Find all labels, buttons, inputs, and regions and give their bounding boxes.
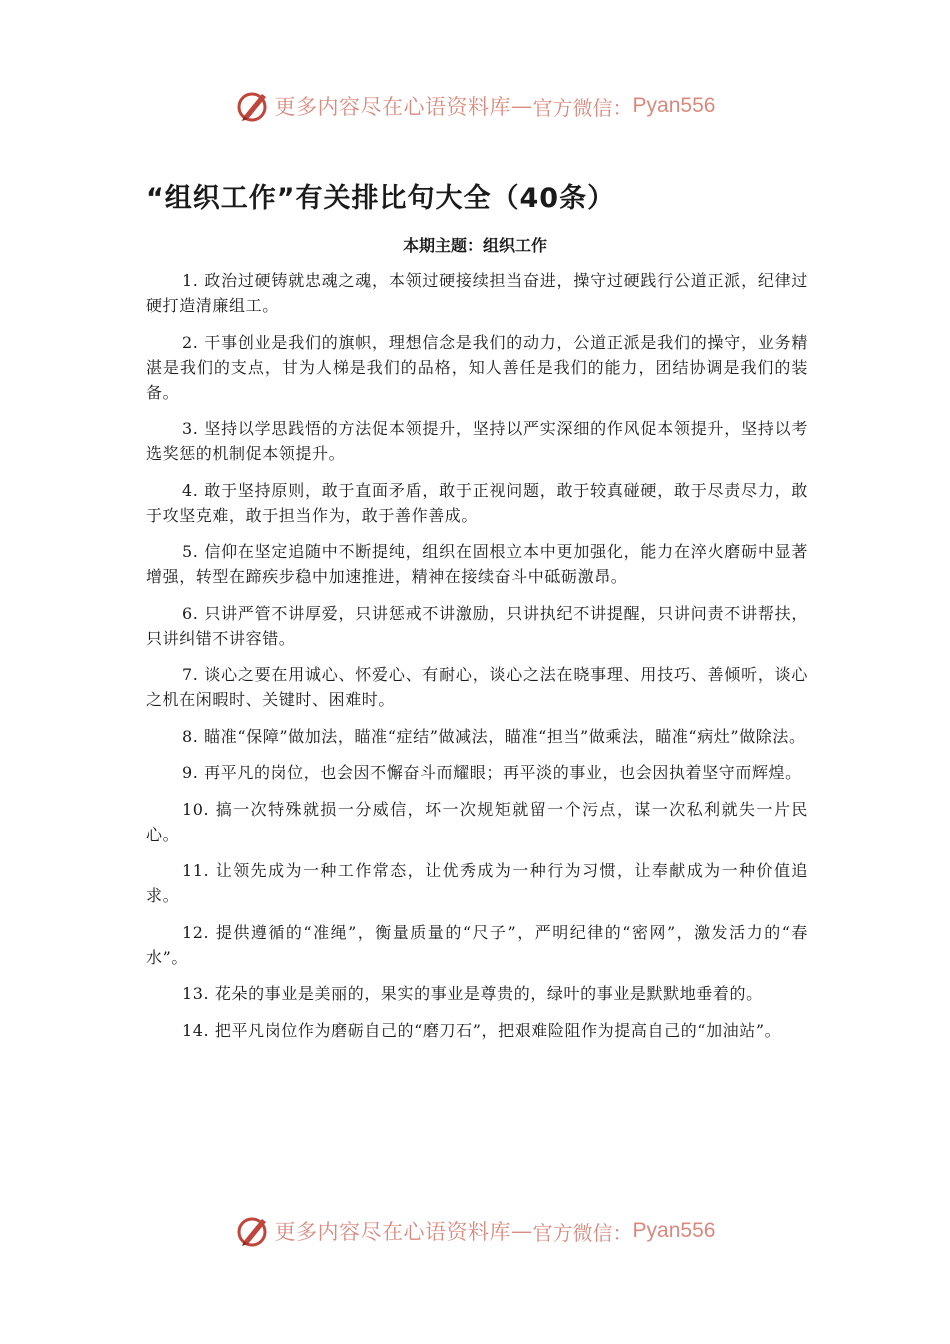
list-item: 10. 搞一次特殊就损一分威信，坏一次规矩就留一个污点，谋一次私利就失一片民心。 [146, 799, 808, 844]
pen-logo-icon [235, 1213, 271, 1249]
watermark-site-text: 更多内容尽在心语资料库 [274, 95, 512, 119]
list-item: 9. 再平凡的岗位，也会因不懈奋斗而耀眼；再平淡的事业，也会因执着坚守而辉煌。 [182, 763, 802, 782]
list-item: 4. 敢于坚持原则，敢于直面矛盾，敢于正视问题，敢于较真碰硬，敢于尽责尽力，敢于攻坚克难，敢于担当作为，敢于善作善成。 [146, 480, 808, 525]
pen-logo-icon [235, 88, 271, 124]
list-item: 6. 只讲严管不讲厚爱，只讲惩戒不讲激励，只讲执纪不讲提醒，只讲问责不讲帮扶，只讲纠错不讲容错。 [146, 603, 808, 648]
header-watermark [0, 86, 950, 126]
list-item: 3. 坚持以学思践悟的方法促本领提升，坚持以严实深细的作风促本领提升，坚持以考选奖惩的机制促本领提升。 [146, 419, 808, 463]
list-item: 8. 瞄准“保障”做加法，瞄准“症结”做减法，瞄准“担当”做乘法，瞄准“病灶”做除法。 [182, 726, 806, 746]
list-item: 2. 干事创业是我们的旗帜，理想信念是我们的动力，公道正派是我们的操守，业务精湛是我们的支点，甘为人梯是我们的品格，知人善任是我们的能力，团结协调是我们的装备。 [146, 332, 808, 402]
list-item: 11. 让领先成为一种工作常态，让优秀成为一种行为习惯，让奉献成为一种价值追求。 [146, 861, 808, 905]
watermark-wechat-label: 官方微信： [532, 1220, 633, 1245]
document-title: “组织工作”有关排比句大全（40条） [146, 183, 616, 214]
watermark-handle: Pyan556 [632, 1219, 716, 1242]
watermark-handle: Pyan556 [632, 94, 716, 117]
list-item: 14. 把平凡岗位作为磨砺自己的“磨刀石”，把艰难险阻作为提高自己的“加油站”。 [182, 1020, 782, 1040]
sentence-list [146, 268, 808, 1054]
watermark-dash: — [511, 94, 533, 118]
list-item: 5. 信仰在坚定追随中不断提纯，组织在固根立本中更加强化，能力在淬火磨砺中显著增强，转型在蹄疾步稳中加速推进，精神在接续奋斗中砥砺激昂。 [146, 542, 808, 586]
list-item: 1. 政治过硬铸就忠魂之魂，本领过硬接续担当奋进，操守过硬践行公道正派，纪律过硬打造清廉组工。 [146, 271, 808, 315]
document-subtitle: 本期主题：组织工作 [402, 236, 547, 255]
watermark-site-text: 更多内容尽在心语资料库 [274, 1220, 512, 1244]
list-item: 12. 提供遵循的“准绳”，衡量质量的“尺子”，严明纪律的“密网”，激发活力的“春水”。 [146, 922, 808, 967]
watermark-wechat-label: 官方微信： [532, 95, 633, 120]
watermark-dash: — [511, 1219, 533, 1243]
list-item: 7. 谈心之要在用诚心、怀爱心、有耐心，谈心之法在晓事理、用技巧、善倾听，谈心之机在闲暇时、关键时、困难时。 [146, 665, 808, 709]
list-item: 13. 花朵的事业是美丽的，果实的事业是尊贵的，绿叶的事业是默默地垂着的。 [182, 984, 763, 1003]
footer-watermark [0, 1211, 950, 1251]
